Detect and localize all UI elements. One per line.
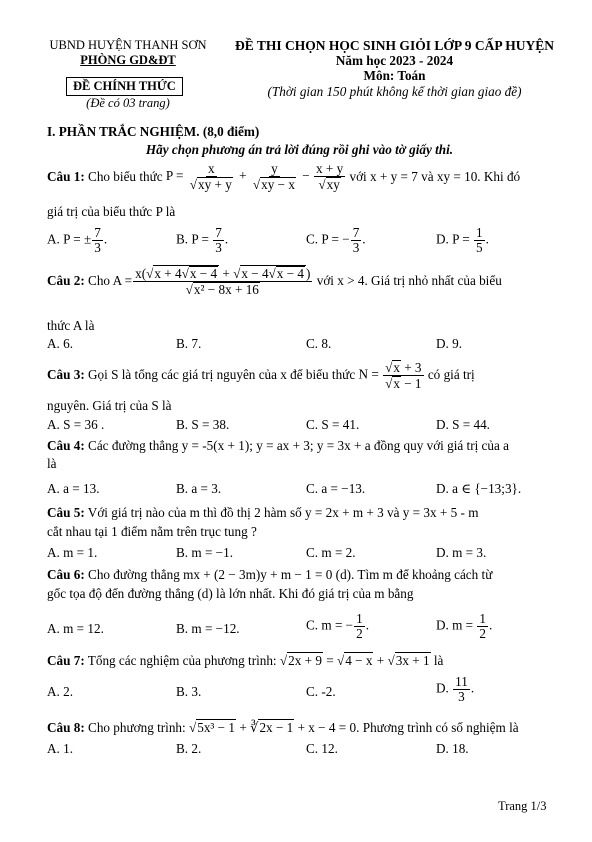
math-expression: √2x + 9 = √4 − x + √3x + 1 <box>279 653 430 668</box>
option-a: A. P = ± $\frac{7}{3}$ . <box>47 225 108 255</box>
question-7 <box>47 652 552 669</box>
option-c: C. -2. <box>306 684 336 699</box>
school-year: Năm học 2023 - 2024 <box>335 53 454 68</box>
question-text: là <box>47 456 57 471</box>
question-text: Gọi S là tổng các giá trị nguyên của x để biểu thức <box>88 367 356 383</box>
math-expression: P = $\frac{x}{√xy + y}$ + $\frac{y}{√xy - x}$ − $\frac{x + y}{√xy}$ <box>165 161 344 192</box>
question-text: Cho biểu thức <box>88 168 163 184</box>
option-c: C. 8. <box>306 336 332 351</box>
question-text: gốc tọa độ đến đường thẳng (d) là lớn nhất. Khi đó giá trị của m bằng <box>47 586 414 601</box>
question-label: Câu 2: <box>47 272 85 288</box>
time-note: (Thời gian 150 phút không kể thời gian giao đề) <box>267 84 522 99</box>
option-d: D. a ∈ {−13;3}. <box>436 481 522 496</box>
option-a: A. 2. <box>47 684 74 699</box>
option-b: B. 2. <box>176 741 202 756</box>
question-4 <box>47 438 552 454</box>
section-instruction: Hãy chọn phương án trả lời đúng rồi ghi vào tờ giấy thi. <box>145 142 454 157</box>
option-d: D. m = 3. <box>436 545 487 560</box>
question-text: . Phương trình có số nghiệm là <box>356 720 519 735</box>
option-a: A. m = 1. <box>47 545 98 560</box>
option-b: B. S = 38. <box>176 417 230 432</box>
option-a: A. S = 36 . <box>47 417 105 432</box>
question-text: giá trị của biểu thức P là <box>47 204 176 219</box>
option-c: C. P = − $\frac{7}{3}$ . <box>306 225 366 255</box>
option-a: A. 6. <box>47 336 74 351</box>
question-text: thức A là <box>47 318 95 333</box>
question-text: có giá trị <box>427 367 475 383</box>
option-d: D. $\frac{11}{3}$ . <box>436 674 475 704</box>
option-b: B. 3. <box>176 684 202 699</box>
question-text: Các đường thẳng y = -5(x + 1); y = ax + 3; y = 3x + a đồng quy với giá trị của a <box>88 438 510 453</box>
option-c: C. a = −13. <box>306 481 366 496</box>
question-label: Câu 8: <box>47 720 85 735</box>
option-d: D. S = 44. <box>436 417 490 432</box>
exam-title: ĐỀ THI CHỌN HỌC SINH GIỎI LỚP 9 CẤP HUYỆN <box>235 38 554 53</box>
office-name: PHÒNG GD&ĐT <box>80 53 176 67</box>
subject: Môn: Toán <box>363 68 426 83</box>
option-a: A. m = 12. <box>47 621 104 636</box>
question-text: Với giá trị nào của m thì đồ thị 2 hàm số y = 2x + m + 3 và y = 3x + 5 - m <box>87 505 479 520</box>
section-title: I. PHẦN TRẮC NGHIỆM. (8,0 điểm) <box>47 124 260 139</box>
question-label: Câu 7: <box>47 653 85 668</box>
option-b: B. P = $\frac{7}{3}$ . <box>176 225 229 255</box>
option-c: C. 12. <box>306 741 338 756</box>
question-text: là <box>433 653 444 668</box>
option-b: B. a = 3. <box>176 481 222 496</box>
math-expression: √5x³ − 1 + ∛2x − 1 + x − 4 = 0 <box>188 720 357 735</box>
question-label: Câu 6: <box>47 567 85 582</box>
question-label: Câu 3: <box>47 367 85 383</box>
option-d: D. 18. <box>436 741 469 756</box>
question-text: nguyên. Giá trị của S là <box>47 398 172 413</box>
question-label: Câu 1: <box>47 168 85 184</box>
math-expression: $\frac{x(√x + 4√x - 4 + √x - 4√x - 4 )}{\text{√x² − 8x + 16}}$ <box>135 266 311 297</box>
official-badge: ĐỀ CHÍNH THỨC <box>66 77 183 96</box>
question-text: Cho phương trình: <box>88 720 186 735</box>
question-text: với x > 4. Giá trị nhỏ nhất của biểu <box>316 272 502 288</box>
page-number: Trang 1/3 <box>498 799 547 813</box>
option-c: C. m = − $\frac{1}{2}$ . <box>306 611 370 641</box>
question-6 <box>47 567 552 583</box>
question-label: Câu 4: <box>47 438 85 453</box>
pages-note: (Đề có 03 trang) <box>86 96 170 110</box>
question-text: Cho đường thẳng mx + (2 − 3m)y + m − 1 = 0 (d). Tìm m để khoảng cách từ <box>88 567 493 582</box>
option-d: D. P = $\frac{1}{5}$ . <box>436 225 489 255</box>
question-3 <box>47 360 552 391</box>
question-8 <box>47 719 552 736</box>
option-b: B. m = −12. <box>176 621 240 636</box>
question-5 <box>47 505 552 521</box>
question-2 <box>47 265 552 297</box>
option-b: B. m = −1. <box>176 545 234 560</box>
option-d: D. 9. <box>436 336 463 351</box>
option-a: A. 1. <box>47 741 74 756</box>
option-c: C. m = 2. <box>306 545 356 560</box>
question-label: Câu 5: <box>47 505 85 520</box>
option-d: D. m = $\frac{1}{2}$ . <box>436 611 493 641</box>
question-text: cắt nhau tại 1 điểm nằm trên trục tung ? <box>47 524 257 539</box>
question-text: Cho A = <box>88 272 133 288</box>
question-text: Tổng các nghiệm của phương trình: <box>87 653 277 668</box>
option-b: B. 7. <box>176 336 202 351</box>
question-1 <box>47 162 552 192</box>
option-c: C. S = 41. <box>306 417 360 432</box>
department-name: UBND HUYỆN THANH SƠN <box>49 38 207 52</box>
question-text: với x + y = 7 và xy = 10. Khi đó <box>349 168 521 184</box>
math-expression: N = $\frac{√x + 3}{√x - 1}$ <box>358 360 422 391</box>
option-a: A. a = 13. <box>47 481 100 496</box>
